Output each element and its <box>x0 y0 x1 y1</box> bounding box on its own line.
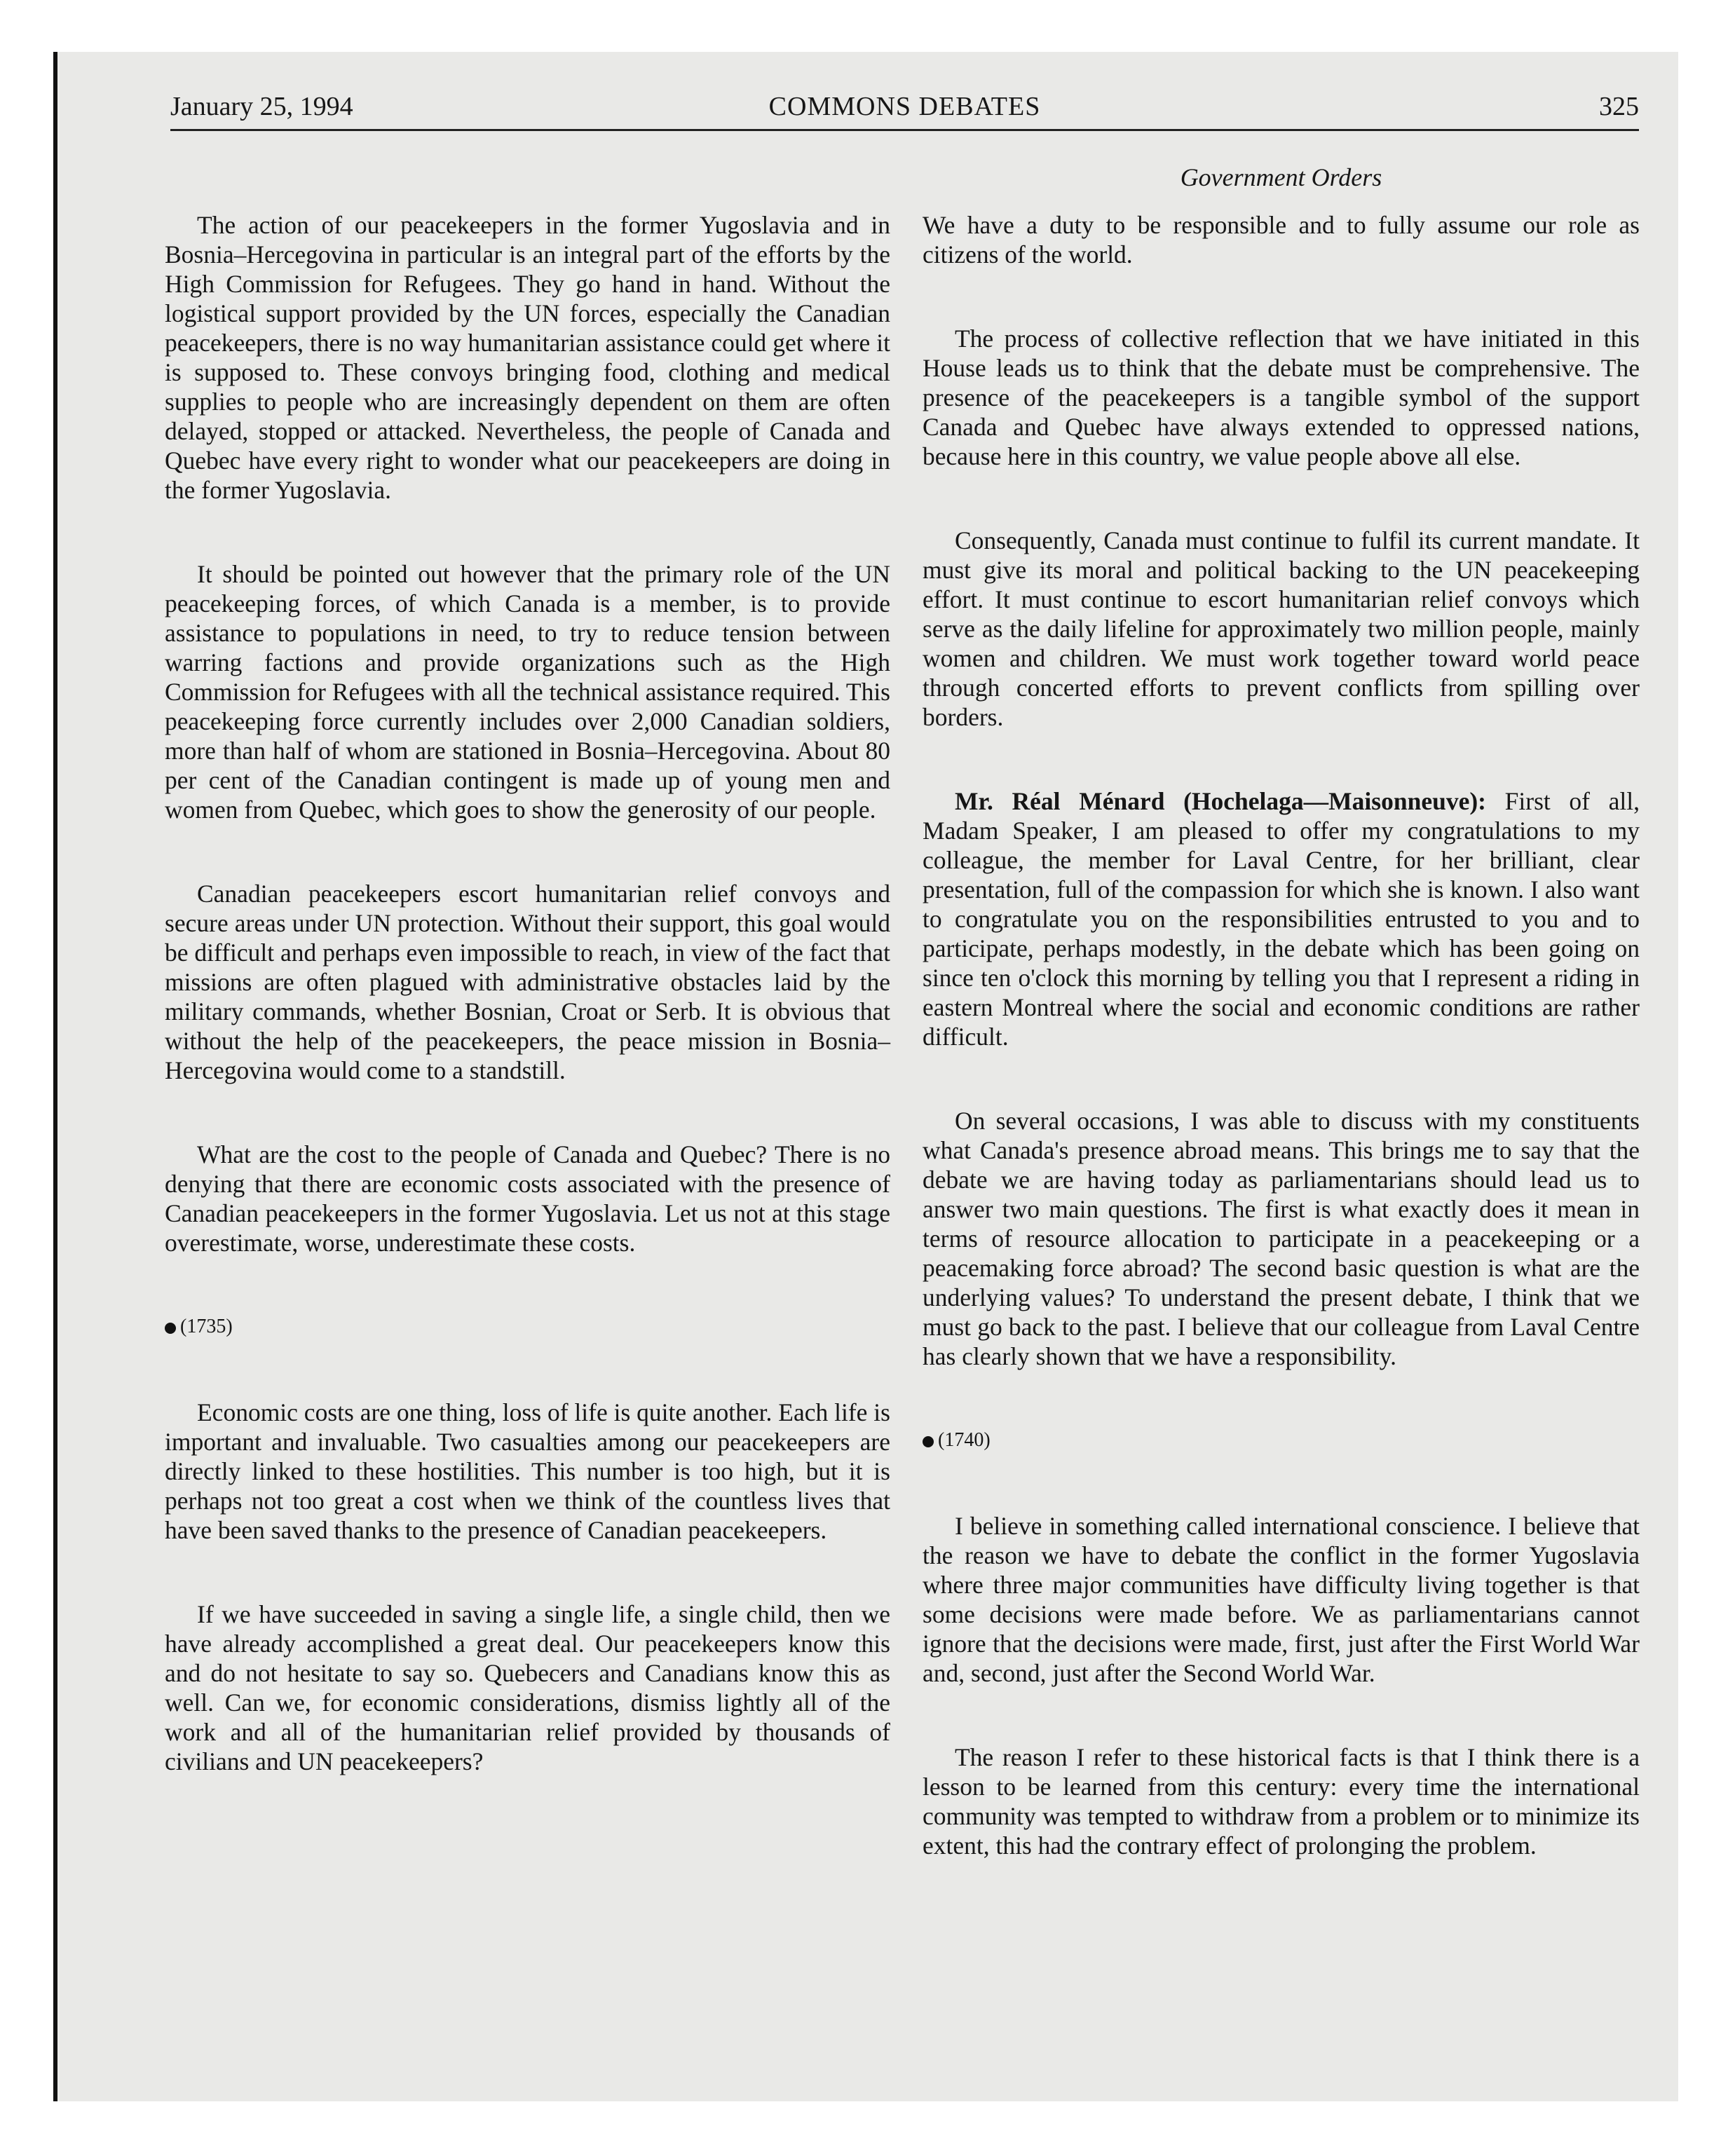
paragraph: Economic costs are one thing, loss of life is quite another. Each life is important and invaluable. Two casualties among our peacekeepers are directly linked to these hostilities. This number is too high, but it is perhaps not too great a cost when we think of the countless lives that have been saved thanks to the presence of Canadian peacekeepers. <box>165 1398 890 1544</box>
timestamp-text: (1740) <box>938 1429 991 1451</box>
paragraph: The process of collective reflection that we have initiated in this House leads us to think that the debate must be comprehensive. The presence of the peacekeepers is a tangible symbol of the support Canada and Quebec have always extended to oppressed nations, because here in this country, we value people above all else. <box>923 325 1640 470</box>
paragraph: The reason I refer to these historical facts is that I think there is a lesson to be learned from this century: every time the international community was tempted to withdraw from a problem or to minimize its extent, this had the contrary effect of prolonging the problem. <box>923 1743 1640 1860</box>
header-page-number: 325 <box>1599 92 1639 121</box>
speech-paragraph <box>923 786 1640 1051</box>
left-column <box>165 210 890 1831</box>
paragraph: Consequently, Canada must continue to fulfil its current mandate. It must give its moral and political backing to the UN peacekeeping effort. It must continue to escort humanitarian relief convoys which serve as the daily lifeline for approximately two million people, mainly women and children. We must work together toward world peace through concerted efforts to prevent conflicts from spilling over borders. <box>923 526 1640 731</box>
right-column <box>923 210 1640 1915</box>
bullet-icon <box>165 1323 176 1334</box>
timestamp-text: (1735) <box>180 1316 233 1337</box>
bullet-icon <box>923 1436 934 1447</box>
paragraph: We have a duty to be responsible and to fully assume our role as citizens of the world. <box>923 211 1640 268</box>
paragraph: Canadian peacekeepers escort humanitarian relief convoys and secure areas under UN protection. Without their support, this goal would be difficult and perhaps even impossible to reach, in view of the fact that missions are often plagued with administrative obstacles laid by the military commands, whether Bosnian, Croat or Serb. It is obvious that without the help of the peacekeepers, the peace mission in Bosnia–Hercegovina would come to a standstill. <box>165 880 890 1084</box>
paragraph: The action of our peacekeepers in the former Yugoslavia and in Bosnia–Hercegovina in particular is an integral part of the efforts by the High Commission for Refugees. They go hand in hand. Without the logistical support provided by the UN forces, especially the Canadian peacekeepers, there is no way humanitarian assistance could get where it is supposed to. These convoys bringing food, clothing and medical supplies to people who are increasingly dependent on them are often delayed, stopped or attacked. Nevertheless, the people of Canada and Quebec have every right to wonder what our peacekeepers are doing in the former Yugoslavia. <box>165 211 890 504</box>
timestamp-marker <box>923 1426 1640 1455</box>
paragraph: What are the cost to the people of Canada and Quebec? There is no denying that there are economic costs associated with the presence of Canadian peacekeepers in the former Yugoslavia. Let us not at this stage overestimate, worse, underestimate these costs. <box>165 1140 890 1257</box>
speech-text: First of all, Madam Speaker, I am pleased to offer my congratulations to my colleague, the member for Laval Centre, for her brilliant, clear presentation, full of the compassion for which she is known. I also want to congratulate you on the responsibilities entrusted to you and to participate, perhaps modestly, in the debate which has been going on since ten o'clock this morning by telling you that I represent a riding in eastern Montreal where the social and economic conditions are rather difficult. <box>923 787 1640 1051</box>
paragraph: If we have succeeded in saving a single life, a single child, then we have already accomplished a great deal. Our peacekeepers know this and do not hesitate to say so. Quebecers and Canadians know this as well. Can we, for economic considerations, dismiss lightly all of the work and all of the humanitarian relief provided by thousands of civilians and UN peacekeepers? <box>165 1600 890 1775</box>
header-title: COMMONS DEBATES <box>768 92 1041 121</box>
page-header <box>170 87 1639 131</box>
paragraph: On several occasions, I was able to discuss with my constituents what Canada's presence abroad means. This brings me to say that the debate we are having today as parliamentarians should lead us to answer two main questions. The first is what exactly does it mean in terms of resource allocation to participate in a peacekeeping or a peacemaking force abroad? The second basic question is what are the underlying values? To understand the present debate, I think that we must go back to the past. I believe that our colleague from Laval Centre has clearly shown that we have a responsibility. <box>923 1107 1640 1370</box>
speaker-name: Mr. Réal Ménard (Hochelaga—Maisonneuve): <box>955 787 1486 815</box>
section-label: Government Orders <box>1180 163 1382 191</box>
header-date: January 25, 1994 <box>170 92 353 121</box>
timestamp-marker <box>165 1312 890 1342</box>
paragraph: I believe in something called international conscience. I believe that the reason we have to debate the conflict in the former Yugoslavia where three major communities have difficulty living together is that some decisions were made before. We as parliamentarians cannot ignore that the decisions were made, first, just after the First World War and, second, just after the Second World War. <box>923 1512 1640 1687</box>
paragraph: It should be pointed out however that the primary role of the UN peacekeeping forces, of which Canada is a member, is to provide assistance to populations in need, to try to reduce tension between warring factions and provide organizations such as the High Commission for Refugees with all the technical assistance required. This peacekeeping force currently includes over 2,000 Canadian soldiers, more than half of whom are stationed in Bosnia–Hercegovina. About 80 per cent of the Canadian contingent is made up of young men and women from Quebec, which goes to show the generosity of our people. <box>165 560 890 824</box>
